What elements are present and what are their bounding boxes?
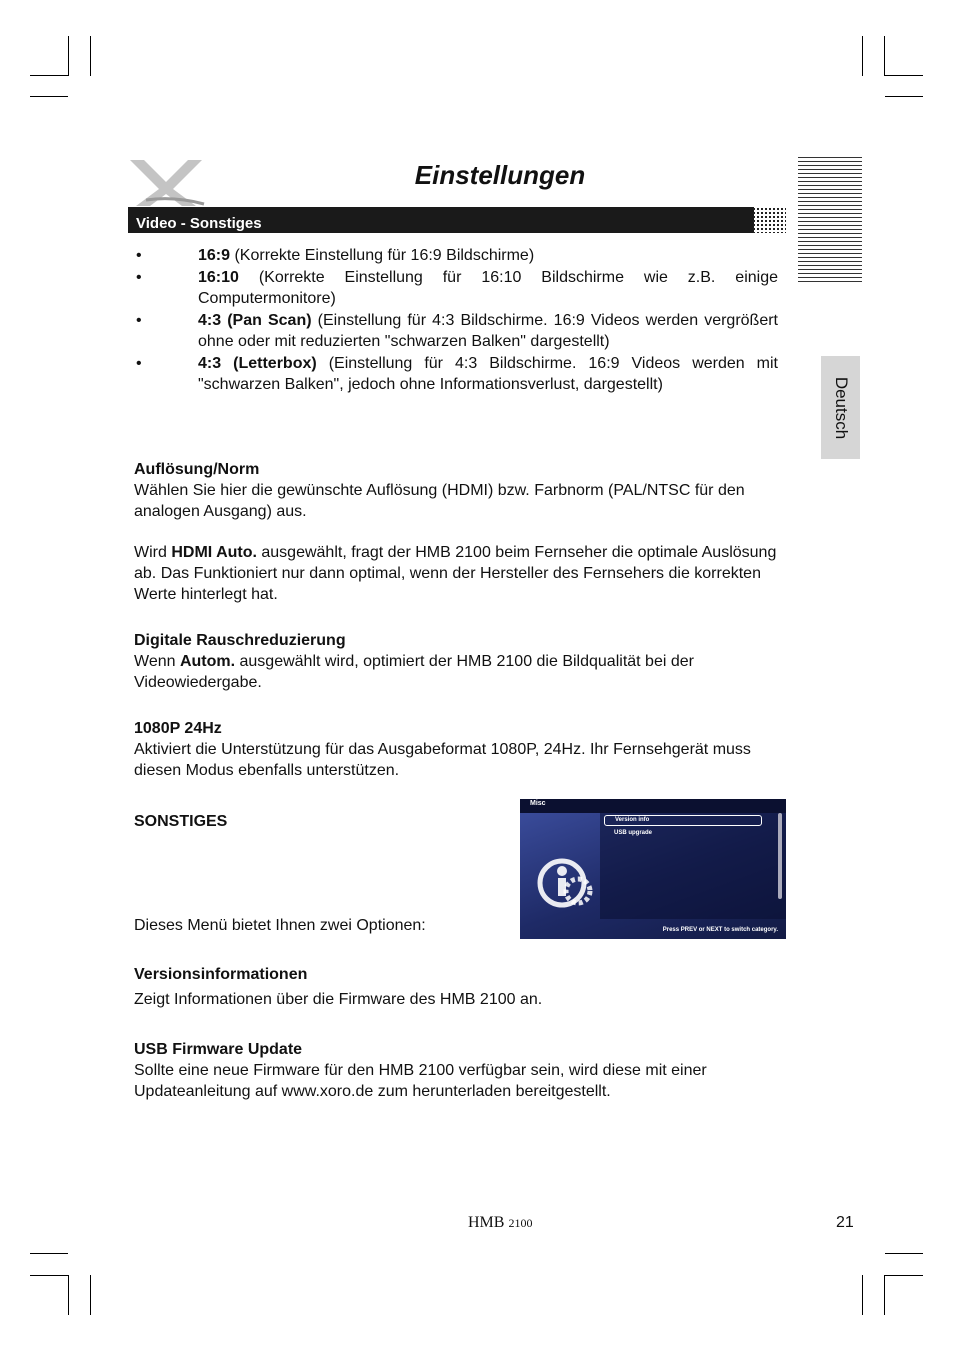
paragraph: Aktiviert die Unterstützung für das Ausgabeformat 1080P, 24Hz. Ihr Fernsehgerät muss diesen Modus ebenfalls unterstützen. [134, 741, 751, 779]
bullet-term: 16:10 [198, 269, 239, 286]
crop-mark [885, 1253, 923, 1254]
crop-mark [885, 96, 923, 97]
section-bar-dots [752, 207, 786, 233]
section-bar [128, 207, 754, 233]
crop-mark [884, 1275, 885, 1315]
crop-mark [30, 96, 68, 97]
paragraph: Zeigt Informationen über die Firmware des HMB 2100 an. [134, 991, 543, 1008]
list-item: • 4:3 (Letterbox) (Einstellung für 4:3 Bildschirme. 16:9 Videos werden mit "schwarzen Balken", jedoch ohne Informationsverlust, dargestellt) [136, 355, 779, 393]
misc-text-block [134, 915, 494, 936]
menu-item-usb-upgrade[interactable]: USB upgrade [614, 830, 653, 836]
version-section [134, 964, 778, 1010]
1080p-section [134, 718, 778, 781]
usb-update-section [134, 1039, 778, 1102]
noise-reduction-section [134, 630, 778, 693]
crop-mark [68, 36, 69, 76]
list-item: • 16:10 (Korrekte Einstellung für 16:10 Bildschirme wie z.B. einige Computermonitore) [136, 269, 778, 307]
section-heading: Auflösung/Norm [134, 461, 260, 478]
section-heading: 1080P 24Hz [134, 720, 222, 737]
misc-menu-screenshot [520, 799, 786, 939]
footer-model: HMB 2100 [468, 1214, 533, 1231]
list-item: • 4:3 (Pan Scan) (Einstellung für 4:3 Bildschirme. 16:9 Videos werden vergrößert ohne oder mit reduzierten "schwarzen Balken" dargestellt) [136, 312, 778, 350]
language-label: Deutsch [831, 376, 851, 439]
page-number: 21 [836, 1214, 854, 1231]
bullet-term: 16:9 [198, 247, 231, 264]
page-title: Einstellungen [414, 160, 586, 190]
list-item: • 16:9 (Korrekte Einstellung für 16:9 Bildschirme) [136, 247, 535, 264]
resolution-section [134, 459, 778, 605]
section-bar-label: Video - Sonstiges [136, 215, 262, 232]
screen-footer-hint: Press PREV or NEXT to switch category. [662, 927, 778, 933]
crop-mark [90, 1275, 91, 1315]
paragraph: Wenn Autom. ausgewählt wird, optimiert der HMB 2100 die Bildqualität bei der Videowiedergabe. [134, 653, 694, 691]
paragraph: Wählen Sie hier die gewünschte Auflösung (HDMI) bzw. Farbnorm (PAL/NTSC für den analogen Ausgang) aus. [134, 482, 745, 520]
paragraph: Dieses Menü bietet Ihnen zwei Optionen: [134, 917, 426, 934]
crop-mark [68, 1275, 69, 1315]
section-heading: Digitale Rauschreduzierung [134, 632, 346, 649]
crop-mark [30, 1275, 68, 1276]
bullet-term: 4:3 (Letterbox) [198, 355, 317, 372]
bullet-text: (Korrekte Einstellung für 16:9 Bildschirme) [230, 247, 535, 264]
section-heading: USB Firmware Update [134, 1041, 303, 1058]
crop-mark [885, 75, 923, 76]
crop-mark [885, 1275, 923, 1276]
crop-mark [90, 36, 91, 76]
language-side-tab [821, 356, 860, 459]
menu-item-version-info[interactable]: Version info [604, 815, 762, 826]
decorative-stripes [798, 157, 862, 285]
screen-scrollbar [778, 813, 782, 899]
section-heading: Versionsinformationen [134, 966, 308, 983]
paragraph: Sollte eine neue Firmware für den HMB 2100 verfügbar sein, wird diese mit einer Updateanleitung auf www.xoro.de zum herunterladen bereitgestellt. [134, 1062, 707, 1100]
section-heading: SONSTIGES [134, 813, 228, 830]
settings-gear-icon [532, 847, 598, 913]
crop-mark [30, 1253, 68, 1254]
screen-title: Misc [530, 800, 546, 807]
paragraph: Wird HDMI Auto. ausgewählt, fragt der HMB 2100 beim Fernseher die optimale Auslösung ab. Das Funktioniert nur dann optimal, wenn der Hersteller des Fernsehers die korrekten Werte hinterlegt hat. [134, 544, 777, 603]
bullet-text: (Einstellung für 4:3 Bildschirme. 16:9 Videos werden vergrößert ohne oder mit reduzierten "schwarzen Balken" dargestellt) [198, 312, 778, 350]
bullet-text: (Einstellung für 4:3 Bildschirme. 16:9 Videos werden mit "schwarzen Balken", jedoch ohne Informationsverlust, dargestellt) [198, 355, 779, 393]
crop-mark [884, 36, 885, 76]
bullet-term: 4:3 (Pan Scan) [198, 312, 312, 329]
crop-mark [862, 1275, 863, 1315]
crop-mark [862, 36, 863, 76]
misc-heading-block [134, 811, 494, 832]
crop-mark [30, 75, 68, 76]
aspect-ratio-list [134, 245, 778, 396]
bullet-text: (Korrekte Einstellung für 16:10 Bildschirme wie z.B. einige Computermonitore) [198, 269, 778, 307]
